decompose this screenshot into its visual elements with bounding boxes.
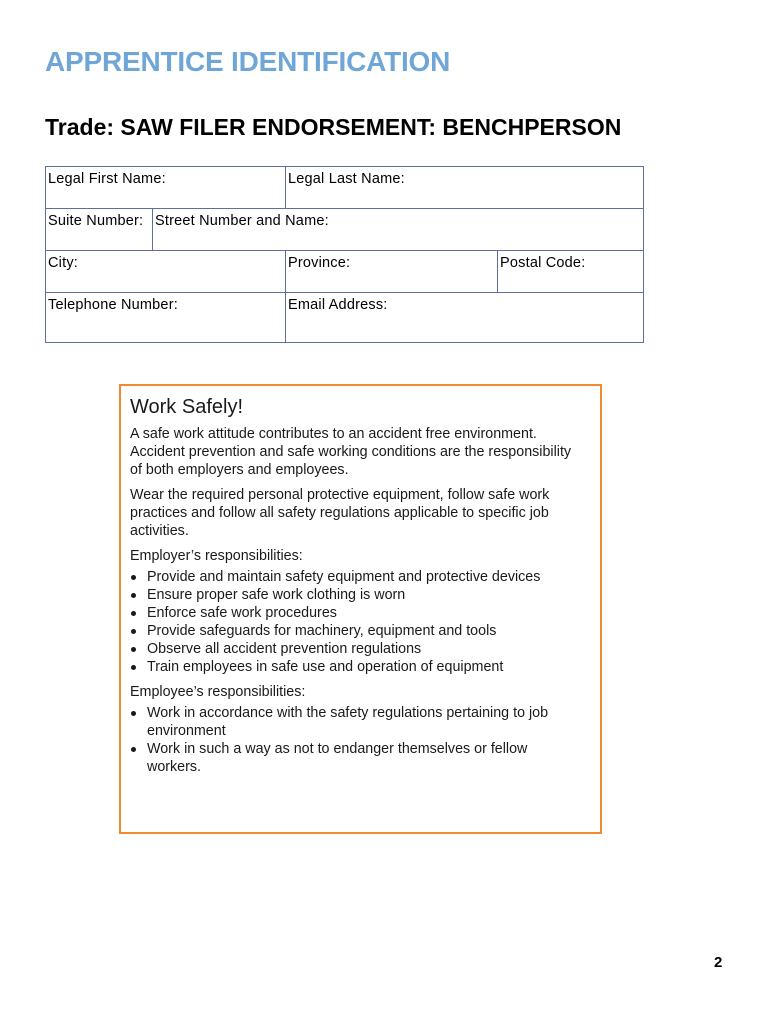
legal-last-name-label: Legal Last Name: <box>288 171 405 187</box>
list-item-text: Work in such a way as not to endanger themselves or fellow workers. <box>147 741 528 775</box>
form-row-name <box>46 167 644 209</box>
city-label: City: <box>48 255 78 271</box>
bullet-icon <box>131 629 136 634</box>
postal-code-field[interactable] <box>498 251 644 293</box>
work-safely-heading: Work Safely! <box>130 396 243 418</box>
work-safely-box <box>119 384 602 834</box>
legal-first-name-field[interactable] <box>46 167 286 209</box>
list-item <box>130 658 585 676</box>
street-number-name-label: Street Number and Name: <box>155 213 329 229</box>
bullet-icon <box>131 647 136 652</box>
bullet-icon <box>131 665 136 670</box>
trade-heading: Trade: SAW FILER ENDORSEMENT: BENCHPERSON <box>45 114 622 140</box>
apprentice-id-form <box>45 166 644 343</box>
list-item <box>130 740 585 776</box>
street-number-name-field[interactable] <box>153 209 644 251</box>
list-item-text: Work in accordance with the safety regulations pertaining to job environment <box>147 705 549 739</box>
list-item-text: Provide safeguards for machinery, equipment and tools <box>147 623 497 639</box>
list-item-text: Train employees in safe use and operation of equipment <box>147 659 504 675</box>
list-item <box>130 586 585 604</box>
telephone-number-label: Telephone Number: <box>48 297 178 313</box>
bullet-icon <box>131 611 136 616</box>
list-item <box>130 604 585 622</box>
email-address-label: Email Address: <box>288 297 388 313</box>
page-number: 2 <box>714 954 723 971</box>
legal-last-name-field[interactable] <box>286 167 644 209</box>
form-row-location <box>46 251 644 293</box>
postal-code-label: Postal Code: <box>500 255 586 271</box>
suite-number-field[interactable] <box>46 209 153 251</box>
form-row-contact <box>46 293 644 343</box>
province-label: Province: <box>288 255 351 271</box>
form-row-address <box>46 209 644 251</box>
list-item <box>130 704 585 740</box>
telephone-number-field[interactable] <box>46 293 286 343</box>
list-item-text: Enforce safe work procedures <box>147 605 337 621</box>
bullet-icon <box>131 593 136 598</box>
bullet-icon <box>131 747 136 752</box>
list-item <box>130 640 585 658</box>
list-item-text: Ensure proper safe work clothing is worn <box>147 587 406 603</box>
suite-number-label: Suite Number: <box>48 213 144 229</box>
city-field[interactable] <box>46 251 286 293</box>
legal-first-name-label: Legal First Name: <box>48 171 166 187</box>
list-item-text: Provide and maintain safety equipment and protective devices <box>147 569 541 585</box>
employee-responsibilities-list <box>130 704 585 776</box>
bullet-icon <box>131 711 136 716</box>
safety-paragraph-attitude: A safe work attitude contributes to an accident free environment. Accident prevention and safe working conditions are the responsibility of both employers and employees. <box>130 426 572 478</box>
list-item <box>130 622 585 640</box>
province-field[interactable] <box>286 251 498 293</box>
employee-responsibilities-heading: Employee’s responsibilities: <box>130 684 306 700</box>
employer-responsibilities-heading: Employer’s responsibilities: <box>130 548 303 564</box>
safety-paragraph-equipment: Wear the required personal protective equipment, follow safe work practices and follow all safety regulations applicable to specific job activities. <box>130 487 550 539</box>
document-title: APPRENTICE IDENTIFICATION <box>45 46 451 77</box>
email-address-field[interactable] <box>286 293 644 343</box>
list-item-text: Observe all accident prevention regulations <box>147 641 422 657</box>
employer-responsibilities-list <box>130 568 585 676</box>
list-item <box>130 568 585 586</box>
bullet-icon <box>131 575 136 580</box>
